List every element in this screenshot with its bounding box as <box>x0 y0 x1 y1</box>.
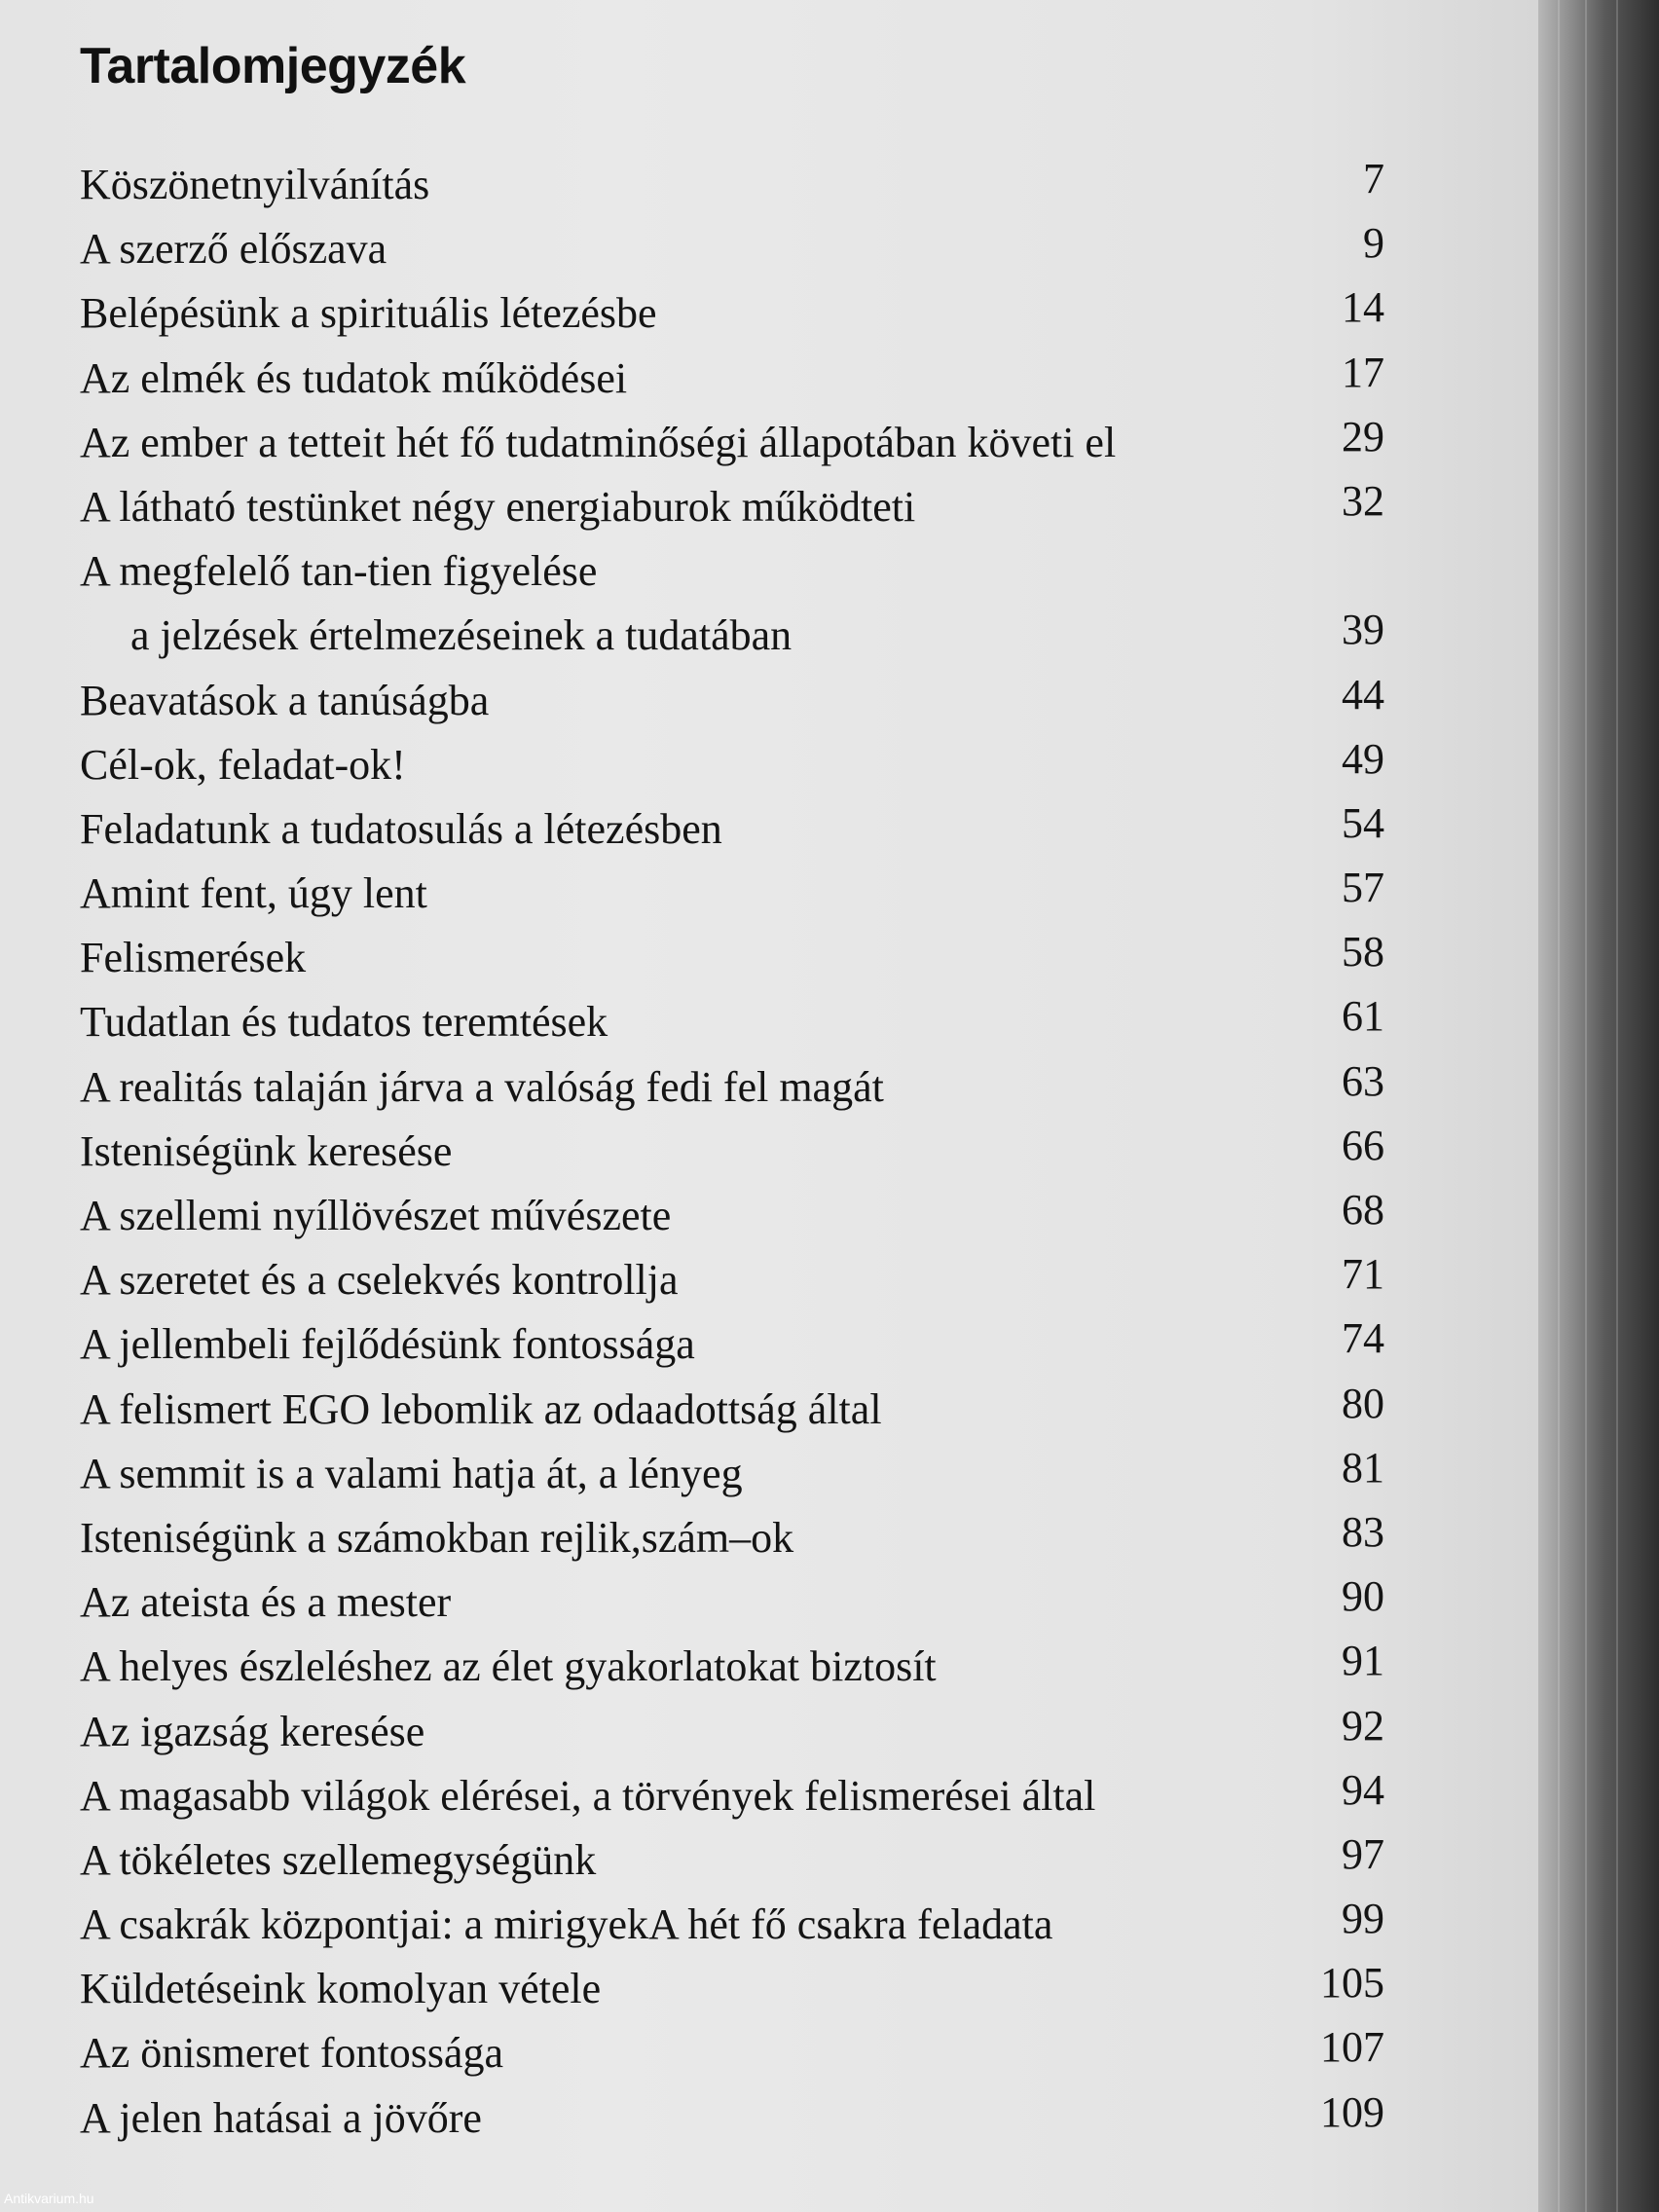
toc-entry <box>80 1379 1384 1443</box>
toc-entry-page-number: 107 <box>1320 2023 1384 2072</box>
toc-entry <box>80 1507 1384 1571</box>
toc-entry-title: Az ember a tetteit hét fő tudatminőségi állapotában követi el <box>80 418 1117 466</box>
toc-entry-title: Az önismeret fontossága <box>80 2029 503 2078</box>
toc-entry-title: A magasabb világok elérései, a törvények felismerései által <box>80 1771 1096 1820</box>
toc-entry <box>80 476 1384 540</box>
toc-entry-title: Felismerések <box>80 934 307 982</box>
toc-entry-page-number: 58 <box>1342 928 1384 977</box>
toc-entry <box>80 927 1384 991</box>
toc-entry-page-number: 92 <box>1342 1701 1384 1750</box>
toc-entry-title: A szellemi nyíllövészet művészete <box>80 1192 672 1240</box>
watermark: Antikvarium.hu <box>4 2191 94 2206</box>
toc-entry-title: A jellembeli fejlődésünk fontossága <box>80 1320 695 1369</box>
toc-entry <box>80 991 1384 1055</box>
toc-entry <box>80 540 1384 669</box>
toc-entry-page-number: 83 <box>1342 1507 1384 1556</box>
toc-entry <box>80 282 1384 347</box>
toc-entry-title: A megfelelő tan-tien figyelése <box>80 547 598 596</box>
toc-entry-page-number: 9 <box>1363 219 1384 268</box>
toc-entry-title: Az ateista és a mester <box>80 1578 452 1627</box>
toc-entry-page-number: 109 <box>1320 2087 1384 2136</box>
toc-entry <box>80 1313 1384 1378</box>
toc-entry-page-number: 14 <box>1342 283 1384 332</box>
toc-entry-page-number: 44 <box>1342 670 1384 719</box>
toc-entry-title: A helyes észleléshez az élet gyakorlatokat biztosít <box>80 1642 937 1691</box>
toc-entry <box>80 1443 1384 1507</box>
toc-entry <box>80 1636 1384 1700</box>
toc-entry <box>80 798 1384 863</box>
table-of-contents <box>80 154 1384 2152</box>
toc-entry-page-number: 94 <box>1342 1765 1384 1814</box>
toc-entry-title: A semmit is a valami hatja át, a lényeg <box>80 1449 743 1497</box>
toc-entry-page-number: 57 <box>1342 864 1384 912</box>
toc-entry-title: A csakrák központjai: a mirigyekA hét fő csakra feladata <box>80 1900 1053 1949</box>
toc-entry <box>80 1701 1384 1765</box>
toc-entry <box>80 412 1384 476</box>
toc-entry <box>80 348 1384 412</box>
toc-entry-page-number: 90 <box>1342 1572 1384 1621</box>
toc-entry <box>80 154 1384 218</box>
toc-entry-title: Küldetéseink komolyan vétele <box>80 1965 602 2013</box>
toc-entry-page-number: 80 <box>1342 1379 1384 1427</box>
toc-entry-page-number: 61 <box>1342 992 1384 1041</box>
toc-entry-title: A felismert EGO lebomlik az odaadottság által <box>80 1384 882 1433</box>
toc-entry-page-number: 63 <box>1342 1056 1384 1105</box>
toc-entry-page-number: 7 <box>1363 155 1384 203</box>
toc-entry-page-number: 97 <box>1342 1829 1384 1878</box>
page-edge-shadow <box>1538 0 1659 2212</box>
toc-entry-title: A látható testünket négy energiaburok működteti <box>80 482 916 531</box>
toc-entry-title: Beavatások a tanúságba <box>80 676 490 724</box>
toc-entry-page-number: 66 <box>1342 1121 1384 1169</box>
toc-entry-page-number: 105 <box>1320 1959 1384 2008</box>
toc-entry <box>80 1958 1384 2022</box>
toc-entry-title: Cél-ok, feladat-ok! <box>80 740 406 789</box>
toc-entry <box>80 863 1384 927</box>
toc-entry-page-number: 29 <box>1342 412 1384 461</box>
toc-entry-page-number: 71 <box>1342 1250 1384 1299</box>
toc-entry <box>80 1765 1384 1829</box>
toc-entry-page-number: 74 <box>1342 1314 1384 1363</box>
toc-entry-page-number: 39 <box>1342 606 1384 654</box>
toc-entry <box>80 2022 1384 2086</box>
toc-entry <box>80 1121 1384 1185</box>
toc-entry-page-number: 81 <box>1342 1443 1384 1492</box>
toc-entry-page-number: 99 <box>1342 1895 1384 1943</box>
toc-entry-page-number: 54 <box>1342 798 1384 847</box>
toc-entry-title: Az igazság keresése <box>80 1707 425 1755</box>
toc-entry-title: Belépésünk a spirituális létezésbe <box>80 289 657 338</box>
toc-entry <box>80 670 1384 734</box>
toc-entry-page-number: 91 <box>1342 1637 1384 1685</box>
toc-entry-title: Isteniségünk a számokban rejlik,szám–ok <box>80 1513 794 1562</box>
page-title: Tartalomjegyzék <box>80 38 466 94</box>
toc-entry <box>80 1249 1384 1313</box>
toc-entry <box>80 2087 1384 2152</box>
toc-entry-page-number: 68 <box>1342 1186 1384 1235</box>
toc-entry-title: A szerző előszava <box>80 225 387 274</box>
toc-entry-title: Tudatlan és tudatos teremtések <box>80 998 608 1047</box>
toc-entry-title: A jelen hatásai a jövőre <box>80 2093 482 2142</box>
toc-entry <box>80 1829 1384 1894</box>
toc-entry-page-number: 32 <box>1342 476 1384 525</box>
toc-entry-page-number: 49 <box>1342 734 1384 783</box>
toc-entry <box>80 734 1384 798</box>
toc-entry-page-number: 17 <box>1342 348 1384 396</box>
toc-entry-title: A szeretet és a cselekvés kontrollja <box>80 1256 679 1305</box>
toc-entry <box>80 1571 1384 1636</box>
toc-entry-title: Köszönetnyilvánítás <box>80 161 430 208</box>
toc-entry-title: A realitás talaján járva a valóság fedi fel magát <box>80 1062 884 1111</box>
toc-entry-title: Isteniségünk keresése <box>80 1126 453 1175</box>
toc-entry-title: Feladatunk a tudatosulás a létezésben <box>80 804 722 853</box>
toc-entry <box>80 1894 1384 1958</box>
toc-entry-title-continued: a jelzések értelmezéseinek a tudatában <box>130 611 793 660</box>
toc-entry <box>80 1185 1384 1249</box>
toc-entry-title: Az elmék és tudatok működései <box>80 353 628 402</box>
toc-entry-title: A tökéletes szellemegységünk <box>80 1835 597 1884</box>
toc-entry-title: Amint fent, úgy lent <box>80 869 427 918</box>
toc-entry <box>80 1056 1384 1121</box>
toc-entry <box>80 218 1384 282</box>
